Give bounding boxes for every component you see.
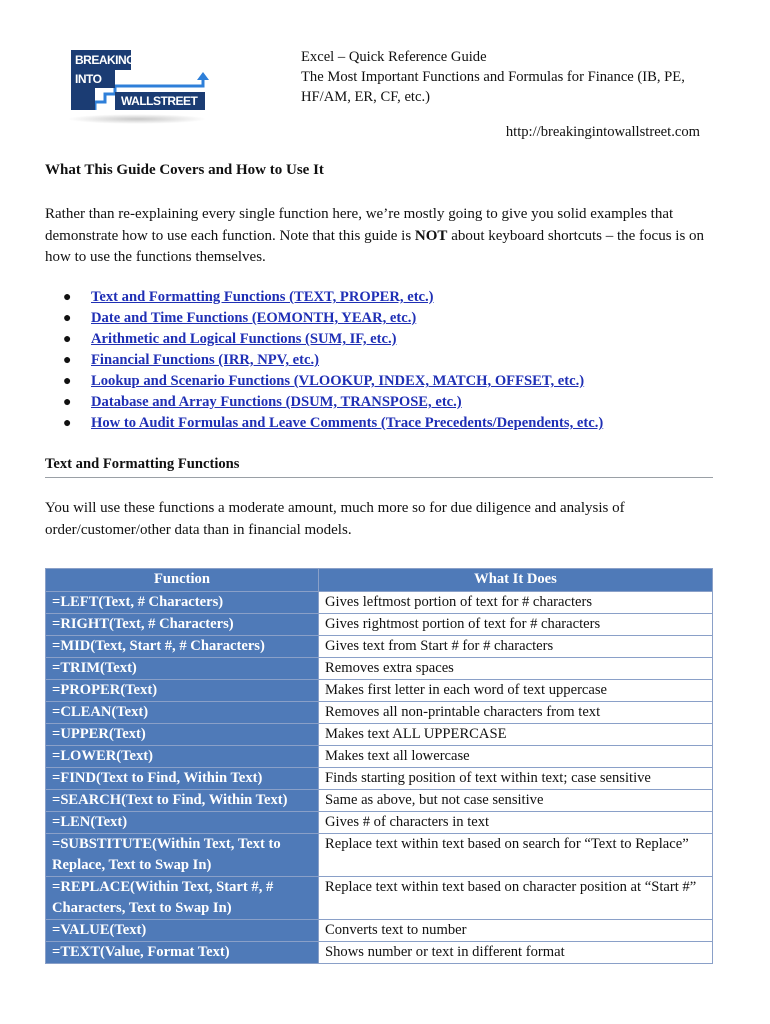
function-cell: =MID(Text, Start #, # Characters): [46, 636, 319, 658]
text-functions-paragraph: You will use these functions a moderate amount, much more so for due diligence and analysis of order/customer/other data than in financial models.: [45, 500, 625, 538]
table-header-row: [46, 569, 713, 592]
function-cell: =SUBSTITUTE(Within Text, Text to Replace, Text to Swap In): [46, 834, 319, 877]
table-row: [46, 636, 713, 658]
toc-item: [63, 371, 603, 392]
toc-item: [63, 329, 603, 350]
function-cell: =TRIM(Text): [46, 658, 319, 680]
toc-link-database-array[interactable]: Database and Array Functions (DSUM, TRANSPOSE, etc.): [91, 394, 462, 410]
logo-stair-block: [71, 88, 95, 110]
description-cell: Gives text from Start # for # characters: [319, 636, 713, 658]
header-subtitle-line2: HF/AM, ER, CF, etc.): [301, 89, 430, 105]
function-cell: =CLEAN(Text): [46, 702, 319, 724]
table-row: [46, 920, 713, 942]
toc-link-financial[interactable]: Financial Functions (IRR, NPV, etc.): [91, 352, 319, 368]
website-url[interactable]: http://breakingintowallstreet.com: [505, 124, 700, 140]
bullet-icon: ●: [63, 290, 72, 305]
function-cell: =LEN(Text): [46, 812, 319, 834]
description-cell: Replace text within text based on search for “Text to Replace”: [319, 834, 713, 877]
function-cell: =LOWER(Text): [46, 746, 319, 768]
section-divider: [45, 477, 713, 478]
description-cell: Gives # of characters in text: [319, 812, 713, 834]
table-row: [46, 768, 713, 790]
description-cell: Gives leftmost portion of text for # characters: [319, 592, 713, 614]
logo-text-wallstreet: WALLSTREET: [115, 92, 205, 110]
toc-link-lookup-scenario[interactable]: Lookup and Scenario Functions (VLOOKUP, INDEX, MATCH, OFFSET, etc.): [91, 373, 585, 389]
description-cell: Removes extra spaces: [319, 658, 713, 680]
description-cell: Gives rightmost portion of text for # characters: [319, 614, 713, 636]
toc-item: [63, 308, 603, 329]
table-row: [46, 614, 713, 636]
intro-paragraph: [45, 204, 725, 269]
header-subtitle-line1: The Most Important Functions and Formulas for Finance (IB, PE,: [301, 69, 685, 85]
logo-text-into: INTO: [71, 70, 115, 88]
toc-link-text-formatting[interactable]: Text and Formatting Functions (TEXT, PROPER, etc.): [91, 289, 434, 305]
section-heading-text-formatting: Text and Formatting Functions: [45, 456, 240, 472]
description-cell: Shows number or text in different format: [319, 942, 713, 964]
toc-item: [63, 392, 603, 413]
description-cell: Finds starting position of text within text; case sensitive: [319, 768, 713, 790]
toc-link-arithmetic-logical[interactable]: Arithmetic and Logical Functions (SUM, IF, etc.): [91, 331, 397, 347]
bullet-icon: ●: [63, 395, 72, 410]
description-cell: Makes first letter in each word of text uppercase: [319, 680, 713, 702]
toc-link-audit-formulas[interactable]: How to Audit Formulas and Leave Comments (Trace Precedents/Dependents, etc.): [91, 415, 604, 431]
logo-shadow: [67, 114, 207, 124]
breaking-into-wallstreet-logo[interactable]: [63, 44, 213, 124]
description-cell: Same as above, but not case sensitive: [319, 790, 713, 812]
table-row: [46, 942, 713, 964]
functions-table: [45, 568, 713, 964]
function-cell: =RIGHT(Text, # Characters): [46, 614, 319, 636]
header-title: Excel – Quick Reference Guide: [301, 49, 487, 65]
column-header-function: Function: [46, 569, 319, 592]
bullet-icon: ●: [63, 416, 72, 431]
table-row: [46, 658, 713, 680]
table-row: [46, 746, 713, 768]
section-heading-guide: What This Guide Covers and How to Use It: [45, 162, 324, 178]
table-row: [46, 724, 713, 746]
function-cell: =REPLACE(Within Text, Start #, # Characters, Text to Swap In): [46, 877, 319, 920]
table-row: [46, 812, 713, 834]
logo-text-breaking: BREAKING: [71, 50, 131, 70]
intro-bold-not: NOT: [414, 227, 448, 244]
bullet-icon: ●: [63, 311, 72, 326]
toc-item: [63, 413, 603, 434]
bullet-icon: ●: [63, 332, 72, 347]
function-cell: =VALUE(Text): [46, 920, 319, 942]
function-cell: =UPPER(Text): [46, 724, 319, 746]
intro-text-1: Rather than re-explaining every single function here, we’re mostly going to give you solid examples that demonstrate how to use each function. Note that this guide is: [45, 206, 674, 244]
table-row: [46, 877, 713, 920]
table-row: [46, 702, 713, 724]
description-cell: Makes text ALL UPPERCASE: [319, 724, 713, 746]
column-header-description: What It Does: [319, 569, 713, 592]
document-header: [301, 47, 721, 107]
function-cell: =TEXT(Value, Format Text): [46, 942, 319, 964]
toc-link-date-time[interactable]: Date and Time Functions (EOMONTH, YEAR, etc.): [91, 310, 417, 326]
description-cell: Replace text within text based on character position at “Start #”: [319, 877, 713, 920]
function-cell: =PROPER(Text): [46, 680, 319, 702]
description-cell: Converts text to number: [319, 920, 713, 942]
bullet-icon: ●: [63, 374, 72, 389]
toc-item: [63, 287, 603, 308]
function-cell: =SEARCH(Text to Find, Within Text): [46, 790, 319, 812]
bullet-icon: ●: [63, 353, 72, 368]
table-row: [46, 834, 713, 877]
table-row: [46, 790, 713, 812]
toc-item: [63, 350, 603, 371]
intro-text-2: about keyboard shortcuts – the focus is on how to use the functions themselves.: [45, 227, 705, 265]
description-cell: Removes all non-printable characters from text: [319, 702, 713, 724]
function-cell: =LEFT(Text, # Characters): [46, 592, 319, 614]
table-row: [46, 592, 713, 614]
table-row: [46, 680, 713, 702]
function-cell: =FIND(Text to Find, Within Text): [46, 768, 319, 790]
table-of-contents: [63, 287, 603, 434]
description-cell: Makes text all lowercase: [319, 746, 713, 768]
